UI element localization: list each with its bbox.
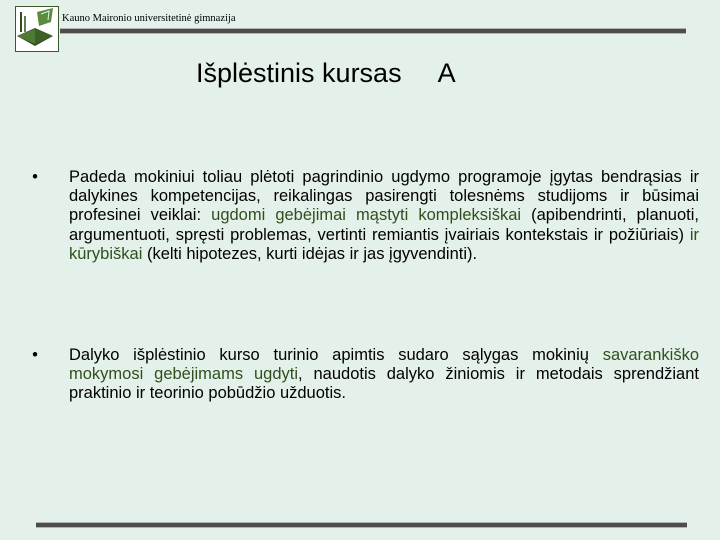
school-name: Kauno Maironio universitetinė gimnazija <box>62 13 236 24</box>
bullet-item <box>28 168 699 264</box>
footer-divider <box>36 522 687 528</box>
bullet-text-part: , naudotis dalyko žiniomis ir metodais sprendžiant praktinio ir teorinio pobūdžio užduotis. <box>69 365 699 403</box>
bullet-text-part: Dalyko išplėstinio kurso turinio apimtis sudaro sąlygas mokinių <box>69 346 603 364</box>
bullet-text <box>69 168 699 264</box>
highlighted-phrase: savarankiško mokymosi gebėjimams ugdyti <box>69 346 699 384</box>
bullet-icon: • <box>32 346 38 364</box>
bullet-item <box>28 346 699 404</box>
course-level: A <box>437 58 456 88</box>
highlighted-phrase: ir kūrybiškai <box>69 225 699 263</box>
bullet-text <box>69 346 699 404</box>
slide-title <box>196 58 456 89</box>
bullet-text-part: (kelti hipotezes, kurti idėjas ir jas įgyvendinti). <box>142 244 478 263</box>
bullet-icon: • <box>32 168 38 186</box>
header-divider <box>60 28 686 34</box>
highlighted-phrase: ugdomi gebėjimai mąstyti kompleksiškai <box>211 206 522 225</box>
bullet-text-part: (apibendrinti, planuoti, argumentuoti, spręsti problemas, vertinti remiantis įvairiais kontekstais ir požiūriais) <box>69 206 699 244</box>
school-book-logo-icon <box>15 6 59 52</box>
slide-title-text: Išplėstinis kursas <box>196 58 402 88</box>
bullet-text-part: Padeda mokiniui toliau plėtoti pagrindinio ugdymo programoje įgytas bendrąsias ir dalykines kompetencijas, reikalingas pasirengti tolesnėms studijoms ir būsimai profesinei veiklai: <box>69 168 699 225</box>
